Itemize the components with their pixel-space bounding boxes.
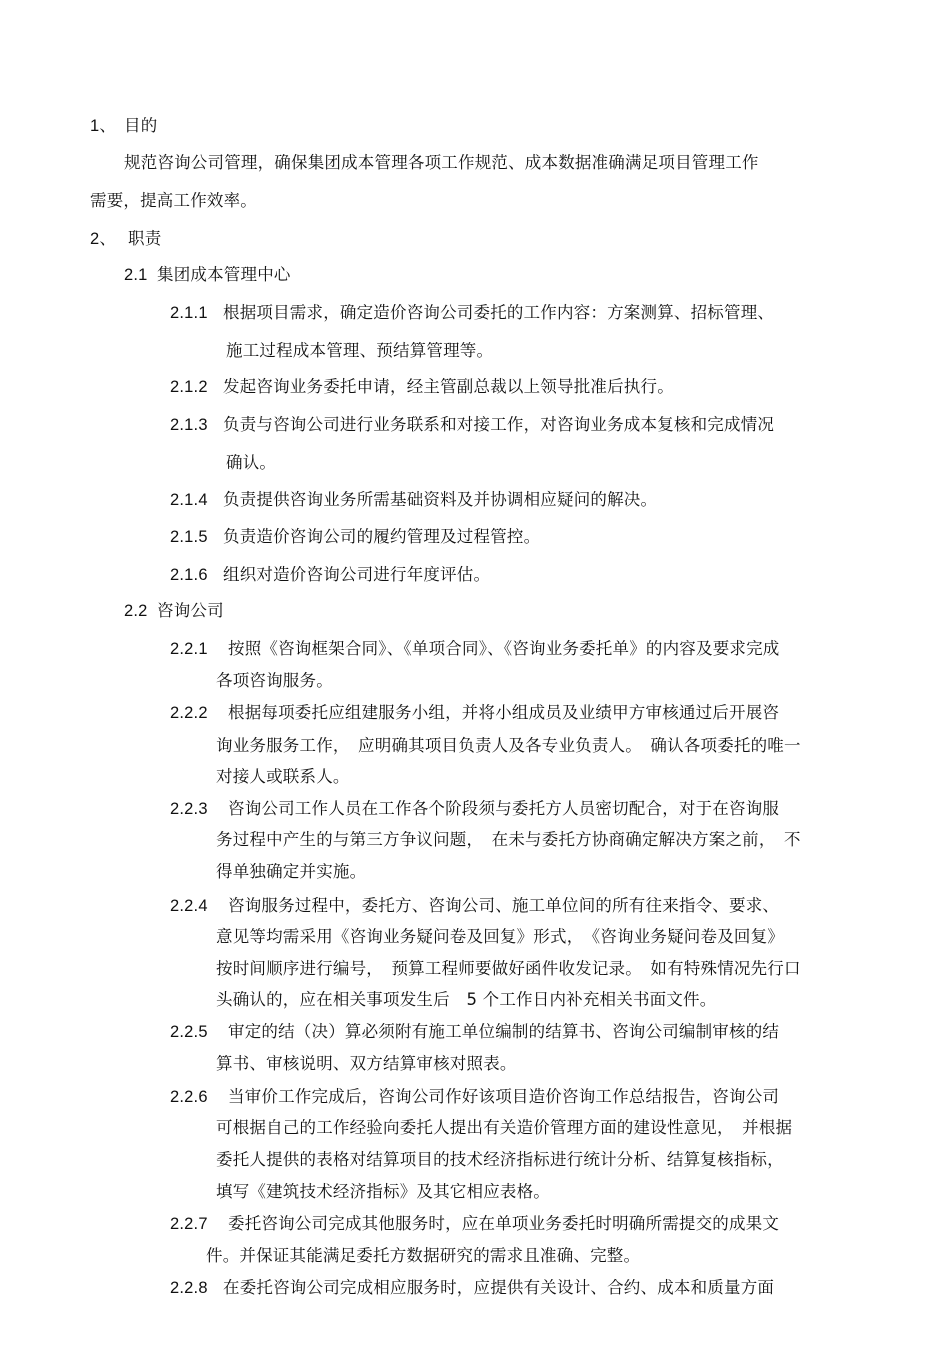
item-line: 咨询服务过程中，委托方、咨询公司、施工单位间的所有往来指令、要求、 xyxy=(228,896,780,915)
item-line: 根据每项委托应组建服务小组，并将小组成员及业绩甲方审核通过后开展咨 xyxy=(228,703,780,722)
item-line: 填写《建筑技术经济指标》及其它相应表格。 xyxy=(216,1182,550,1201)
item-line: 询业务服务工作， 应明确其项目负责人及各专业负责人。 确认各项委托的唯一 xyxy=(216,736,801,755)
item-number: 2.1.4 xyxy=(170,491,208,509)
item-line: 发起咨询业务委托申请，经主管副总裁以上领导批准后执行。 xyxy=(223,377,674,396)
item-number: 2.1.3 xyxy=(170,416,208,434)
item-number: 2.2.2 xyxy=(170,704,208,722)
item-line: 根据项目需求，确定造价咨询公司委托的工作内容：方案测算、招标管理、 xyxy=(223,303,775,322)
item-number: 2.2.3 xyxy=(170,800,208,818)
subsection-number: 2.1 xyxy=(124,266,148,284)
item-number: 2.2.7 xyxy=(170,1215,208,1233)
item-line: 委托咨询公司完成其他服务时，应在单项业务委托时明确所需提交的成果文 xyxy=(228,1214,780,1233)
item-number: 2.1.5 xyxy=(170,528,208,546)
item-number: 2.2.4 xyxy=(170,897,208,915)
item-number: 2.1.2 xyxy=(170,378,208,396)
section-title: 目的 xyxy=(124,116,158,135)
item-line: 对接人或联系人。 xyxy=(216,767,350,786)
item-line: 意见等均需采用《咨询业务疑问卷及回复》形式， 《咨询业务疑问卷及回复》 xyxy=(216,927,784,946)
item-number: 2.1.1 xyxy=(170,304,208,322)
section-title: 职责 xyxy=(128,229,162,248)
item-line: 负责与咨询公司进行业务联系和对接工作，对咨询业务成本复核和完成情况 xyxy=(223,415,775,434)
paragraph-line: 规范咨询公司管理，确保集团成本管理各项工作规范、成本数据准确满足项目管理工作 xyxy=(124,153,759,172)
item-line: 按时间顺序进行编号， 预算工程师要做好函件收发记录。 如有特殊情况先行口 xyxy=(216,959,801,978)
subsection-title: 咨询公司 xyxy=(157,601,224,620)
item-line: 各项咨询服务。 xyxy=(216,671,333,690)
subsection-title: 集团成本管理中心 xyxy=(157,265,291,284)
item-number: 2.2.5 xyxy=(170,1023,208,1041)
item-line: 当审价工作完成后，咨询公司作好该项目造价咨询工作总结报告，咨询公司 xyxy=(228,1087,780,1106)
section-number: 1、 xyxy=(90,117,117,135)
item-number: 2.2.1 xyxy=(170,640,208,658)
item-line: 委托人提供的表格对结算项目的技术经济指标进行统计分析、结算复核指标， xyxy=(216,1150,784,1169)
item-line: 件。并保证其能满足委托方数据研究的需求且准确、完整。 xyxy=(206,1246,641,1265)
item-number: 2.2.8 xyxy=(170,1279,208,1297)
item-line: 审定的结（决）算必须附有施工单位编制的结算书、咨询公司编制审核的结 xyxy=(228,1022,780,1041)
item-line: 按照《咨询框架合同》、《单项合同》、《咨询业务委托单》的内容及要求完成 xyxy=(228,639,780,658)
item-line: 组织对造价咨询公司进行年度评估。 xyxy=(223,565,491,584)
item-line: 咨询公司工作人员在工作各个阶段须与委托方人员密切配合，对于在咨询服 xyxy=(228,799,780,818)
item-line: 可根据自己的工作经验向委托人提出有关造价管理方面的建设性意见， 并根据 xyxy=(216,1118,793,1137)
section-number: 2、 xyxy=(90,230,117,248)
item-line: 负责提供咨询业务所需基础资料及并协调相应疑问的解决。 xyxy=(223,490,658,509)
item-line: 在委托咨询公司完成相应服务时，应提供有关设计、合约、成本和质量方面 xyxy=(223,1278,775,1297)
item-number: 2.1.6 xyxy=(170,566,208,584)
item-line: 得单独确定并实施。 xyxy=(216,862,367,881)
item-line: 施工过程成本管理、预结算管理等。 xyxy=(226,341,494,360)
item-line: 算书、审核说明、双方结算审核对照表。 xyxy=(216,1054,517,1073)
item-line: 头确认的，应在相关事项发生后 5 个工作日内补充相关书面文件。 xyxy=(216,990,717,1009)
item-line: 确认。 xyxy=(226,453,277,472)
item-number: 2.2.6 xyxy=(170,1088,208,1106)
item-line: 务过程中产生的与第三方争议问题， 在未与委托方协商确定解决方案之前， 不 xyxy=(216,830,801,849)
subsection-number: 2.2 xyxy=(124,602,148,620)
item-line: 负责造价咨询公司的履约管理及过程管控。 xyxy=(223,527,541,546)
paragraph-line: 需要，提高工作效率。 xyxy=(90,191,257,210)
